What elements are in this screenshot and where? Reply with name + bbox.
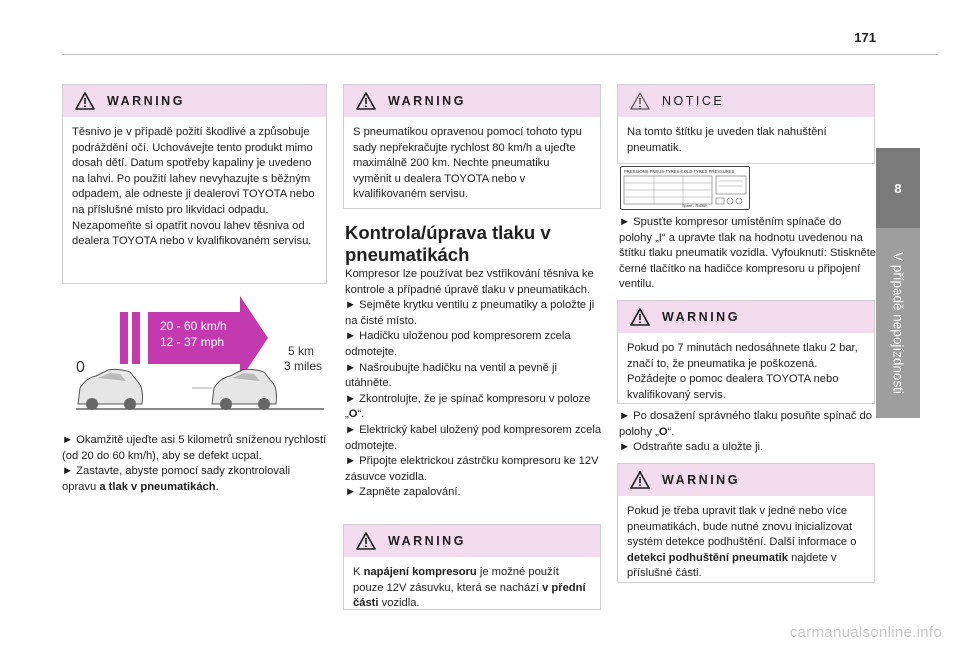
speed-mph: 12 - 37 mph (160, 335, 225, 349)
warning-label: WARNING (662, 310, 740, 324)
chapter-title: V případě nepojízdnosti (890, 252, 906, 394)
warning-label: WARNING (107, 94, 185, 108)
step-text: ► Zapněte zapalování. (345, 486, 461, 499)
label-small: Spare - Rollfüh (682, 204, 708, 208)
notice-label: NOTICE (662, 94, 725, 108)
warning-text: Těsnivo je v případě požití škodlivé a způsobuje podráždění očí. Uchovávejte tento produkt mimo dosah dětí. Datum spotřeby kapaliny je uvedeno na lahvi. Po použití lahev nevyhazujte s běžným odpadem, ale odneste ji dealerovi TOYOTA nebo na příslušné místo pro likvidaci odpadu. Nezapomeňte si opatřit novou lahev těsniva od dealera TOYOTA nebo v kvalifikovaném servisu. (72, 126, 315, 248)
text-run: “. (357, 408, 365, 421)
distance-km: 5 km (288, 344, 315, 358)
text-run: “. (667, 425, 675, 438)
warning-box-socket (343, 524, 601, 610)
car-left (78, 369, 143, 410)
intro-text: Kompresor lze používat bez vstřikování těsniva ke kontrole a případné úpravě tlaku v pneumatikách. (345, 268, 594, 296)
step-stop (62, 464, 327, 495)
speed-bar-1 (120, 312, 128, 364)
step-drive: ► Okamžitě ujeďte asi 5 kilometrů sníženou rychlostí (od 20 do 60 km/h), aby se defekt ucpal. (62, 434, 327, 462)
warning-triangle-icon (356, 532, 376, 550)
warning-header (344, 85, 600, 117)
text-run: vozidla. (378, 597, 420, 610)
step-text: ► Připojte elektrickou zástrčku kompresoru ke 12V zásuvce vozidla. (345, 455, 599, 483)
speed-bar-2 (132, 312, 140, 364)
chapter-number: 8 (894, 180, 902, 196)
step-text: ► Elektrický kabel uložený pod kompresorem zcela odmotejte. (345, 423, 602, 452)
emphasis: O (348, 408, 358, 421)
warning-header (63, 85, 326, 117)
text-run: . (215, 480, 219, 493)
warning-header (618, 464, 874, 496)
emphasis: napájení kompresoru (363, 566, 477, 578)
distance-miles: 3 miles (284, 359, 323, 373)
warning-label: WARNING (388, 94, 466, 108)
step-text: ► Spusťte kompresor umístěním spínače do polohy „I“ a upravte tlak na hodnotu uvedenou na štítku tlaku pneumatik vozidla. Vyfouknutí: Stiskněte černé tlačítko na hadičce kompresoru u připojení ventilu. (619, 216, 877, 291)
label-header: PRESSIONS PNEUS-TYRES-COLD TYRES PRESSURES (624, 169, 735, 174)
warning-text (353, 565, 591, 612)
step-text: ► Sejměte krytku ventilu z pneumatiky a položte ji na čisté místo. (345, 299, 595, 327)
warning-label: WARNING (388, 534, 466, 548)
warning-header (618, 301, 874, 333)
tyre-pressure-label-figure (620, 166, 750, 210)
warning-box-sealant (62, 84, 327, 284)
footer-watermark: carmanualsonline.info (789, 624, 942, 641)
speed-kmh: 20 - 60 km/h (160, 319, 227, 333)
speed-distance-figure (62, 292, 327, 422)
chapter-tab[interactable] (876, 148, 920, 228)
notice-header (618, 85, 874, 117)
warning-triangle-icon (630, 471, 650, 489)
warning-text (627, 504, 865, 582)
step-text: ► Hadičku uloženou pod kompresorem zcela odmotejte. (345, 330, 571, 358)
top-divider (62, 54, 938, 55)
text-run: K (353, 566, 364, 578)
warning-text: S pneumatikou opravenou pomocí tohoto typu sady nepřekračujte rychlost 80 km/h a ujeďte maximálně 200 km. Nechte pneumatiku vyměnit u dealera TOYOTA nebo v kvalifikovaném servisu. (353, 126, 582, 201)
text-run: Pokud je třeba upravit tlak v jedné nebo více pneumatikách, bude nutné znovu inicializovat systém detekce podhuštění. Další informace o (627, 505, 857, 549)
warning-triangle-icon (356, 92, 376, 110)
text-run: najdete v příslušné části. (627, 551, 837, 580)
step-text (619, 409, 877, 440)
emphasis: detekci podhuštění pneumatik (627, 551, 789, 564)
warning-box-tpms (617, 463, 875, 583)
car-right (212, 369, 277, 410)
notice-triangle-icon (630, 92, 650, 110)
emphasis: O (658, 425, 668, 438)
step-text: ► Odstraňte sadu a uložte ji. (619, 441, 764, 454)
warning-triangle-icon (75, 92, 95, 110)
text-run: ► Po dosažení správného tlaku posuňte spínač do polohy „ (619, 410, 873, 438)
text-run: ► Zastavte, abyste pomocí sady zkontrolovali opravu (62, 465, 291, 493)
warning-label: WARNING (662, 473, 740, 487)
text-run: ► Zkontrolujte, že je spínač kompresoru v poloze „ (345, 392, 591, 421)
emphasis: v přední části (353, 581, 586, 610)
section-title: Kontrola/úprava tlaku v pneumatikách (345, 222, 551, 265)
warning-triangle-icon (630, 308, 650, 326)
warning-box-speed (343, 84, 601, 209)
warning-text: Pokud po 7 minutách nedosáhnete tlaku 2 bar, značí to, že pneumatika je poškozená. Požádejte o pomoc dealera TOYOTA nebo kvalifikovaný servis. (627, 342, 858, 401)
step-text: ► Našroubujte hadičku na ventil a pevně ji utáhněte. (345, 361, 557, 390)
step-text (345, 392, 603, 423)
warning-box-pressure (617, 300, 875, 404)
notice-box (617, 84, 875, 164)
notice-text: Na tomto štítku je uveden tlak nahuštění pneumatik. (627, 126, 827, 154)
page-number: 171 (854, 30, 876, 45)
distance-start: 0 (76, 359, 85, 376)
text-run: je možné použít pouze 12V zásuvku, která se nachází (353, 566, 559, 594)
warning-header (344, 525, 600, 557)
emphasis: a tlak v pneumatikách (99, 480, 216, 493)
